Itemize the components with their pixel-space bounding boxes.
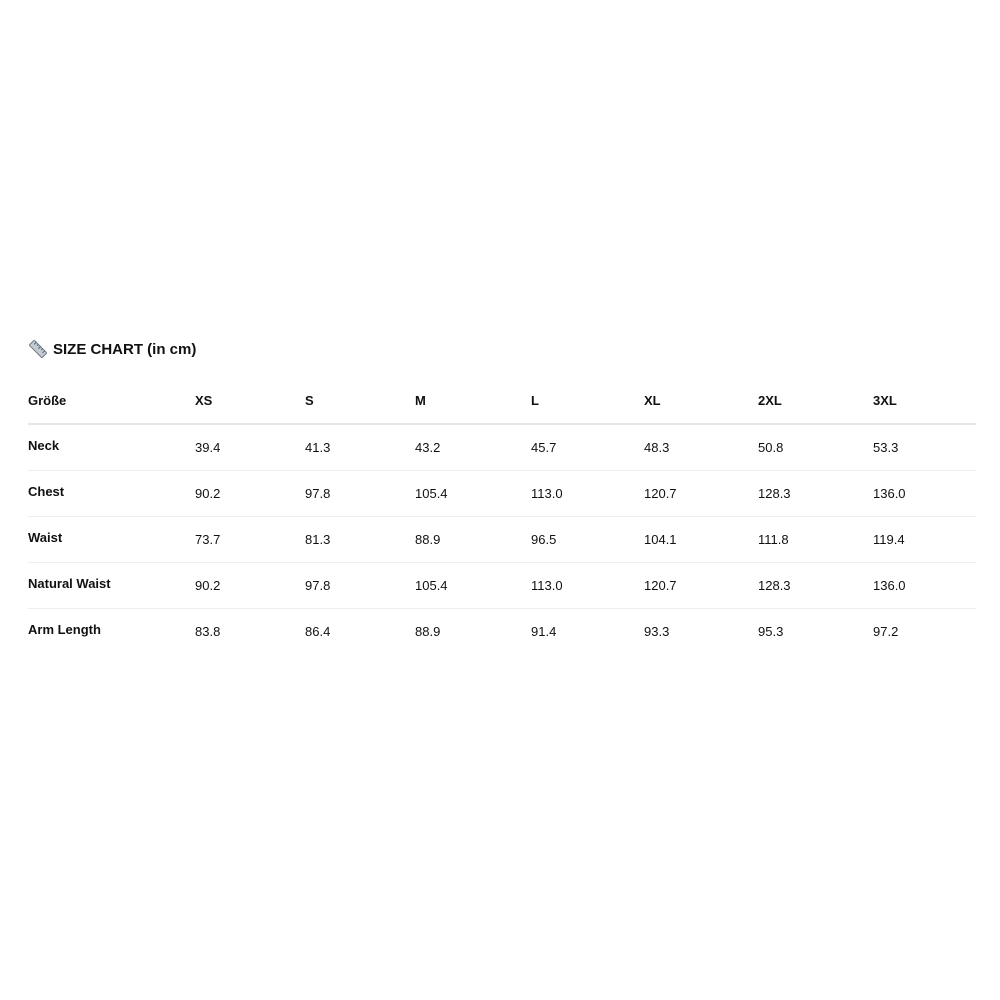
- table-cell: 97.2: [873, 624, 899, 639]
- table-cell: 128.3: [758, 471, 873, 517]
- row-label: Neck: [28, 422, 195, 469]
- table-cell: 53.3: [873, 424, 976, 471]
- table-cell: 48.3: [644, 424, 758, 471]
- table-cell: 104.1: [644, 517, 758, 563]
- table-cell: 105.4: [415, 563, 531, 609]
- row-label: Waist: [28, 515, 195, 561]
- table-cell: 83.8: [195, 624, 221, 639]
- table-cell: 41.3: [305, 424, 415, 471]
- size-chart-section: [28, 338, 976, 639]
- size-header-xl: XL: [644, 378, 758, 424]
- table-cell: 96.5: [531, 517, 644, 563]
- row-label: Arm Length: [28, 622, 101, 637]
- table-cell: 120.7: [644, 471, 758, 517]
- table-cell: 95.3: [758, 624, 784, 639]
- size-chart-heading: [28, 338, 976, 360]
- table-row-natural-waist: [28, 563, 976, 609]
- table-cell: 88.9: [415, 517, 531, 563]
- size-chart-title: SIZE CHART (in cm): [53, 340, 197, 358]
- size-table: [28, 378, 976, 654]
- size-header-row: [28, 378, 976, 424]
- table-cell: 136.0: [873, 563, 976, 609]
- table-cell: 81.3: [305, 517, 415, 563]
- table-cell: 128.3: [758, 563, 873, 609]
- table-cell: 120.7: [644, 563, 758, 609]
- size-header-2xl: 2XL: [758, 378, 873, 424]
- table-cell: 43.2: [415, 424, 531, 471]
- size-header-m: M: [415, 378, 531, 424]
- table-cell: 113.0: [531, 563, 644, 609]
- table-row-neck: [28, 424, 976, 471]
- table-cell: 97.8: [305, 563, 415, 609]
- row-label: Natural Waist: [28, 561, 195, 607]
- table-cell: 90.2: [195, 471, 305, 517]
- size-header-xs: XS: [195, 378, 305, 424]
- table-cell: 86.4: [305, 624, 331, 639]
- table-cell: 119.4: [873, 517, 976, 563]
- table-cell: 91.4: [531, 624, 557, 639]
- size-header-s: S: [305, 378, 415, 424]
- table-row-arm-length: [28, 609, 976, 655]
- table-cell: 45.7: [531, 424, 644, 471]
- table-cell: 50.8: [758, 424, 873, 471]
- size-header-label: Größe: [28, 378, 195, 424]
- table-cell: 90.2: [195, 563, 305, 609]
- table-row-waist: [28, 517, 976, 563]
- table-row-chest: [28, 471, 976, 517]
- table-cell: 97.8: [305, 471, 415, 517]
- table-cell: 93.3: [644, 624, 670, 639]
- size-header-3xl: 3XL: [873, 378, 976, 424]
- table-cell: 73.7: [195, 517, 305, 563]
- table-cell: 39.4: [195, 424, 305, 471]
- table-cell: 136.0: [873, 471, 976, 517]
- table-cell: 113.0: [531, 471, 644, 517]
- table-cell: 111.8: [758, 517, 873, 563]
- ruler-icon: [28, 339, 48, 359]
- table-cell: 105.4: [415, 471, 531, 517]
- size-header-l: L: [531, 378, 644, 424]
- table-cell: 88.9: [415, 624, 441, 639]
- row-label: Chest: [28, 469, 195, 515]
